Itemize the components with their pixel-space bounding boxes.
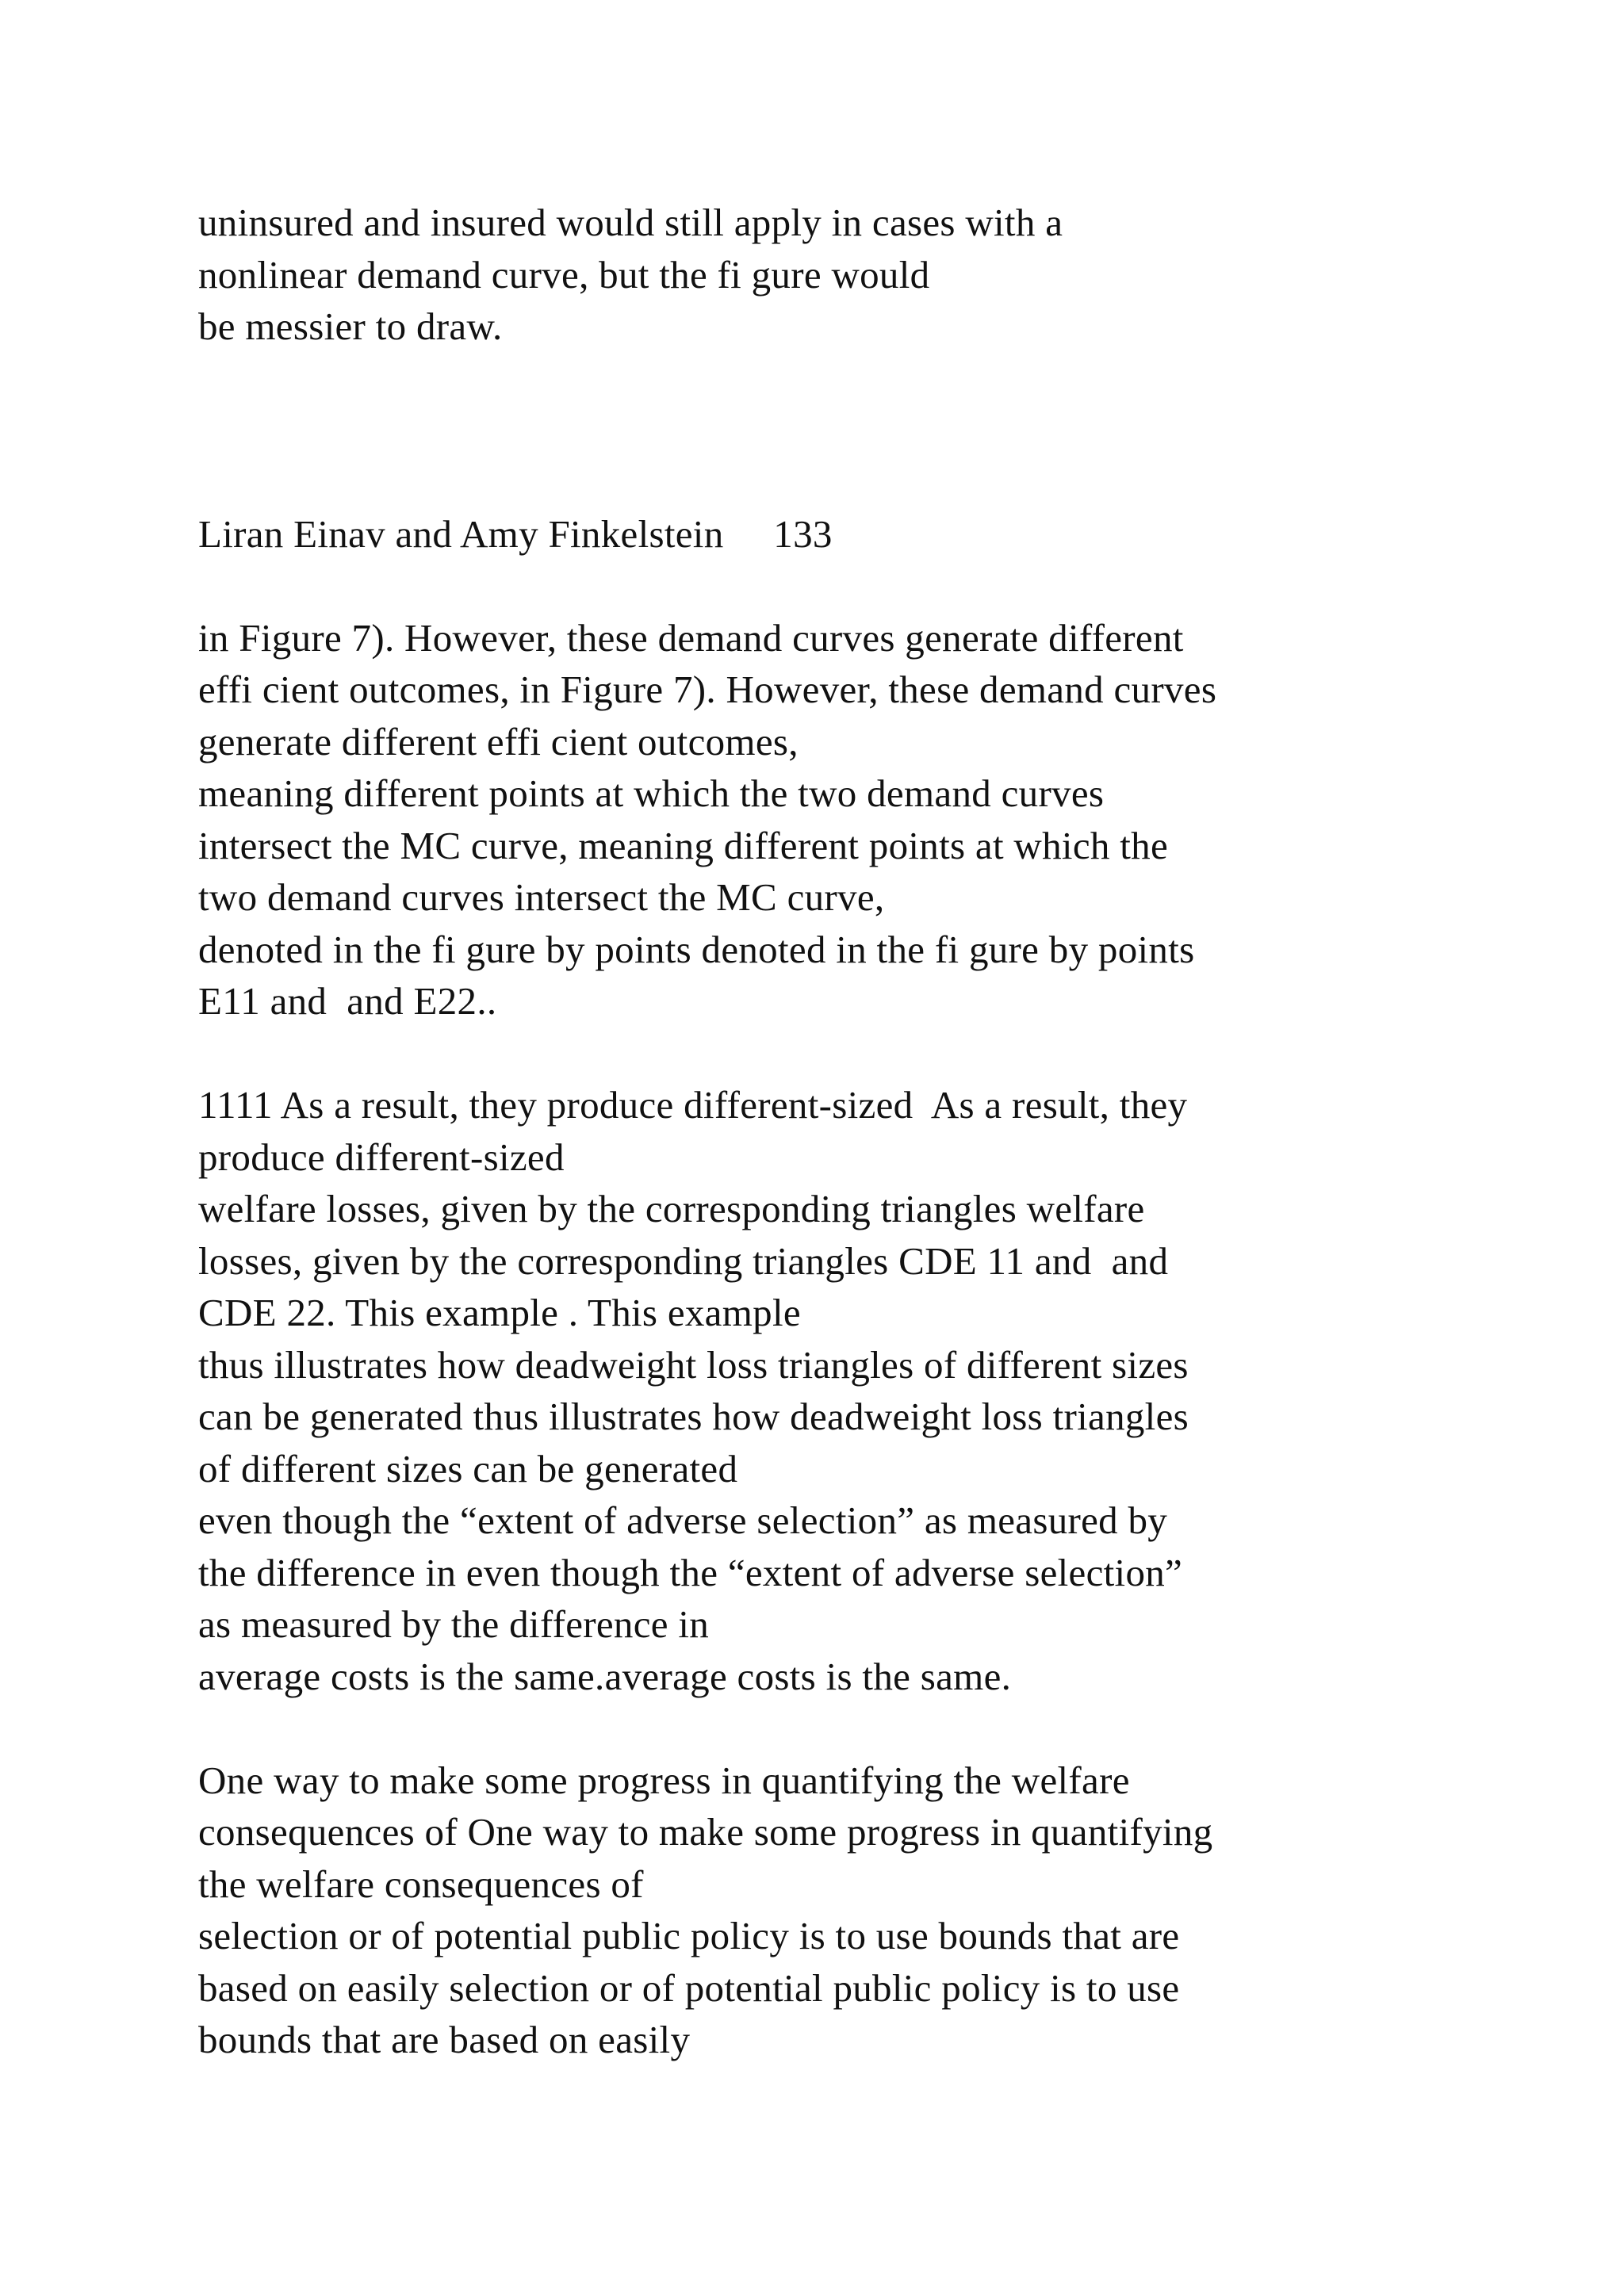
text-line: uninsured and insured would still apply in cases with a <box>198 201 1063 244</box>
text-line: welfare losses, given by the corresponding triangles welfare <box>198 1187 1145 1230</box>
paragraph-footnote-continuation <box>198 197 1546 353</box>
text-line: denoted in the fi gure by points denoted in the fi gure by points <box>198 927 1195 971</box>
text-line: in Figure 7). However, these demand curves generate different <box>198 615 1184 660</box>
text-line: two demand curves intersect the MC curve, <box>198 875 885 919</box>
text-line: can be generated thus illustrates how deadweight loss triangles <box>198 1395 1189 1438</box>
text-line: of different sizes can be generated <box>198 1446 738 1490</box>
text-line: 1111 As a result, they produce different-sized As a result, they <box>198 1083 1188 1127</box>
text-line: One way to make some progress in quantifying the welfare <box>198 1758 1130 1802</box>
text-line: effi cient outcomes, in Figure 7). However, these demand curves <box>198 668 1217 711</box>
paragraph-demand-curves <box>198 612 1546 1027</box>
text-line: E11 and and E22.. <box>198 979 497 1023</box>
text-line: intersect the MC curve, meaning different points at which the <box>198 823 1168 867</box>
spacer <box>198 1027 1546 1080</box>
text-line: losses, given by the corresponding triangles CDE 11 and and <box>198 1238 1169 1283</box>
running-header <box>198 508 1546 561</box>
text-line: even though the “extent of adverse selection” as measured by <box>198 1498 1168 1542</box>
text-line: average costs is the same.average costs is the same. <box>198 1654 1012 1698</box>
text-line: generate different effi cient outcomes, <box>198 719 799 763</box>
paragraph-bounds <box>198 1755 1546 2066</box>
text-line: bounds that are based on easily <box>198 2018 691 2061</box>
text-line: the welfare consequences of <box>198 1862 644 1906</box>
text-line: consequences of One way to make some progress in quantifying <box>198 1810 1213 1854</box>
text-line: based on easily selection or of potential public policy is to use <box>198 1965 1180 2010</box>
text-line: selection or of potential public policy is to use bounds that are <box>198 1914 1180 1957</box>
text-line: nonlinear demand curve, but the fi gure would <box>198 252 930 297</box>
text-line: CDE 22. This example . This example <box>198 1291 801 1334</box>
text-line: thus illustrates how deadweight loss triangles of different sizes <box>198 1342 1189 1387</box>
header-line: Liran Einav and Amy Finkelstein 133 <box>198 511 833 556</box>
text-line: produce different-sized <box>198 1135 565 1179</box>
paragraph-welfare-losses <box>198 1079 1546 1702</box>
text-line: as measured by the difference in <box>198 1602 710 1646</box>
text-line: the difference in even though the “extent of adverse selection” <box>198 1550 1183 1594</box>
spacer <box>198 1702 1546 1755</box>
text-line: meaning different points at which the two demand curves <box>198 771 1105 815</box>
text-line: be messier to draw. <box>198 304 503 348</box>
spacer <box>198 353 1546 508</box>
spacer <box>198 560 1546 612</box>
document-page <box>198 197 1546 2066</box>
